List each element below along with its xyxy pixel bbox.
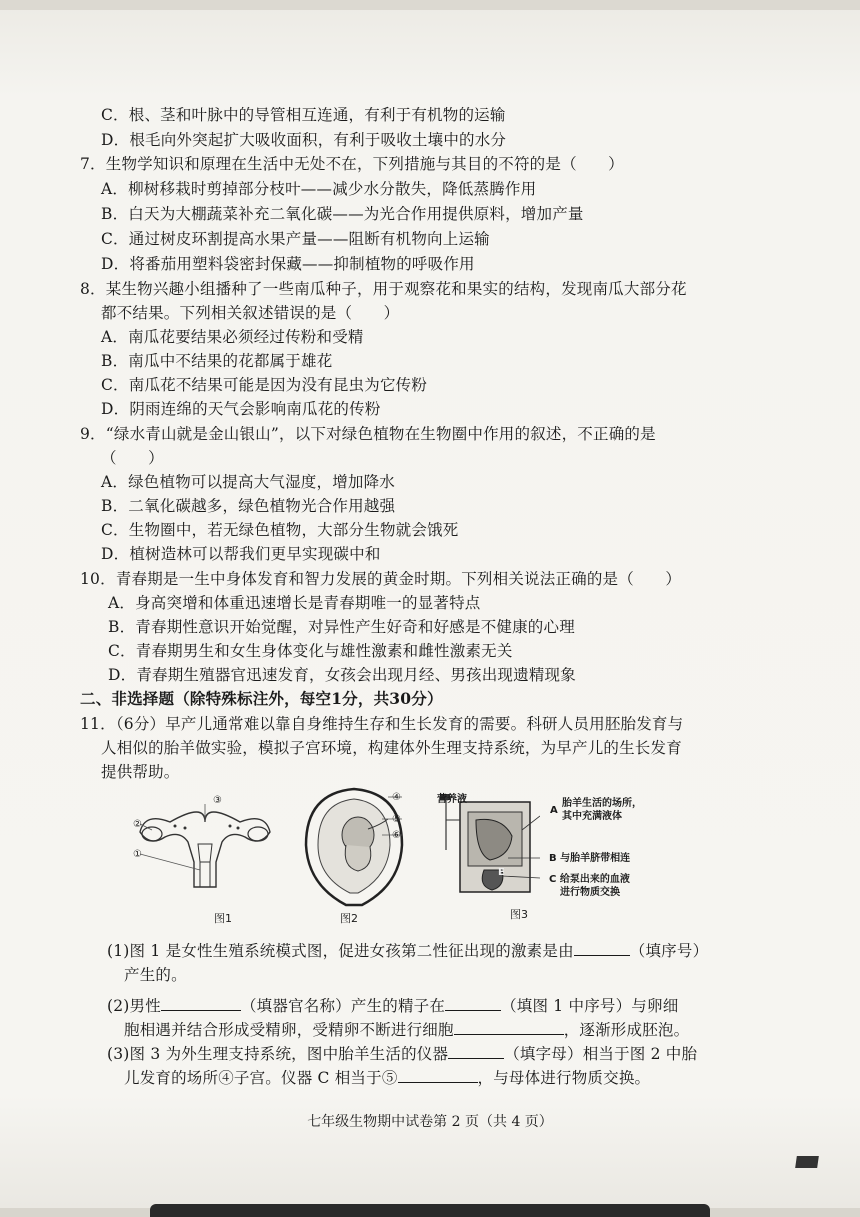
figure1-female-reproductive-diagram: [130, 792, 280, 897]
q11-stem-line3: 提供帮助。: [101, 763, 180, 781]
fig2-marker-5: ⑤: [392, 814, 401, 825]
q11-stem-line2: 人相似的胎羊做实验，模拟子宫环境，构建体外生理支持系统，为早产儿的生长发育: [101, 739, 682, 757]
q11-sub1-line1: [107, 940, 708, 962]
q7-option-b: B．白天为大棚蔬菜补充二氧化碳——为光合作用提供原料，增加产量: [101, 205, 584, 223]
fig1-marker-3: ③: [213, 795, 222, 806]
q9-option-d: D．植树造林可以帮我们更早实现碳中和: [101, 545, 381, 563]
q11-sub3-line1: [107, 1043, 697, 1065]
q7-stem: 7．生物学知识和原理在生活中无处不在，下列措施与其目的不符的是（ ）: [80, 155, 624, 173]
q10-option-c: C．青春期男生和女生身体变化与雄性激素和雌性激素无关: [108, 642, 513, 660]
q9-option-b: B．二氧化碳越多，绿色植物光合作用越强: [101, 497, 396, 515]
fig1-caption: 图1: [214, 912, 232, 925]
q10-option-b: B．青春期性意识开始觉醒，对异性产生好奇和好感是不健康的心理: [108, 618, 575, 636]
q9-stem-line2: （ ）: [101, 449, 164, 467]
q8-option-c: C．南瓜花不结果可能是因为没有昆虫为它传粉: [101, 376, 428, 394]
q11-sub2-line1: [107, 995, 678, 1017]
fig3-letter-e: E: [498, 867, 505, 878]
scan-top-edge: [0, 0, 860, 10]
q11-sub2-line2: [124, 1019, 689, 1041]
q8-stem-line2: 都不结果。下列相关叙述错误的是（ ）: [101, 304, 400, 322]
q8-stem-line1: 8．某生物兴趣小组播种了一些南瓜种子，用于观察花和果实的结构，发现南瓜大部分花: [80, 280, 687, 298]
scan-bottom-shadow: [150, 1204, 710, 1217]
fig2-marker-4: ④: [392, 792, 401, 803]
q10-stem: 10．青春期是一生中身体发育和智力发展的黄金时期。下列相关说法正确的是（ ）: [80, 570, 682, 588]
q11-sub3-text-post: （填字母）相当于图 2 中胎: [504, 1045, 698, 1063]
fig3-nutrient-label: 营养液: [437, 794, 467, 805]
q6-option-d: D．根毛向外突起扩大吸收面积，有利于吸收土壤中的水分: [101, 131, 507, 149]
fig3-caption: 图3: [510, 908, 528, 921]
fig3-label-c-line2: 进行物质交换: [560, 887, 620, 898]
scan-corner-mark: [795, 1156, 819, 1168]
q11-sub3-line2-pre: 儿发育的场所④子宫。仪器 C 相当于⑤: [124, 1069, 398, 1087]
q11-sub1-blank[interactable]: [574, 941, 630, 956]
q11-sub1-line2: 产生的。: [124, 966, 187, 984]
fig1-marker-2: ②: [133, 819, 142, 830]
q10-option-a: A．身高突增和体重迅速增长是青春期唯一的显著特点: [108, 594, 481, 612]
q8-option-a: A．南瓜花要结果必须经过传粉和受精: [101, 328, 364, 346]
q11-sub2-blank-organ[interactable]: [161, 996, 241, 1011]
q11-sub1-text-pre: (1)图 1 是女性生殖系统模式图，促进女孩第二性征出现的激素是由: [107, 942, 574, 960]
fig1-marker-1: ①: [133, 849, 142, 860]
q11-sub2-line2-post: ，逐渐形成胚泡。: [563, 1021, 690, 1039]
q11-sub3-line2-post: ，与母体进行物质交换。: [477, 1069, 651, 1087]
q7-option-c: C．通过树皮环割提高水果产量——阻断有机物向上运输: [101, 230, 490, 248]
page-footer: 七年级生物期中试卷第 2 页（共 4 页）: [307, 1114, 553, 1130]
fig3-label-a-line1: 胎羊生活的场所，: [562, 798, 642, 809]
q11-sub3-blank-structure[interactable]: [398, 1068, 478, 1083]
q6-option-c: C．根、茎和叶脉中的导管相互连通，有利于有机物的运输: [101, 106, 506, 124]
fig3-label-a-line2: 其中充满液体: [562, 811, 622, 822]
q8-option-d: D．阴雨连绵的天气会影响南瓜花的传粉: [101, 400, 381, 418]
fig3-label-c-line1: C 给泵出来的血液: [549, 874, 630, 885]
fig3-label-b: B 与胎羊脐带相连: [549, 853, 631, 864]
q11-stem-line1: 11．（6分）早产儿通常难以靠自身维持生存和生长发育的需要。科研人员用胚胎发育与: [80, 715, 684, 733]
q11-sub2-line2-pre: 胞相遇并结合形成受精卵，受精卵不断进行细胞: [124, 1021, 454, 1039]
q7-option-a: A．柳树移栽时剪掉部分枝叶——减少水分散失，降低蒸腾作用: [101, 180, 537, 198]
q10-option-d: D．青春期生殖器官迅速发育，女孩会出现月经、男孩出现遗精现象: [108, 666, 576, 684]
q11-sub2-blank-division[interactable]: [454, 1020, 564, 1035]
q11-sub3-text-pre: (3)图 3 为外生理支持系统，图中胎羊生活的仪器: [107, 1045, 449, 1063]
q11-sub3-line2: [124, 1067, 650, 1089]
q11-sub2-text-mid: （填器官名称）产生的精子在: [240, 997, 446, 1015]
fig2-marker-6: ⑥: [392, 830, 401, 841]
figure3-support-system-diagram: [440, 790, 540, 902]
q9-stem-line1: 9．“绿水青山就是金山银山”，以下对绿色植物在生物圈中作用的叙述，不正确的是: [80, 425, 656, 443]
q11-sub3-blank-letter[interactable]: [448, 1044, 504, 1059]
q11-sub2-text-post: （填图 1 中序号）与卵细: [501, 997, 679, 1015]
fig3-letter-a: A: [550, 805, 558, 816]
q7-option-d: D．将番茄用塑料袋密封保藏——抑制植物的呼吸作用: [101, 255, 475, 273]
fig2-caption: 图2: [340, 912, 358, 925]
q9-option-c: C．生物圈中，若无绿色植物，大部分生物就会饿死: [101, 521, 459, 539]
q11-sub2-text-pre: (2)男性: [107, 997, 161, 1015]
q11-sub2-blank-location[interactable]: [445, 996, 501, 1011]
section2-title: 二、非选择题（除特殊标注外，每空1分，共30分）: [80, 689, 443, 708]
q8-option-b: B．南瓜中不结果的花都属于雄花: [101, 352, 333, 370]
q11-sub1-text-post: （填序号）: [629, 942, 709, 960]
q9-option-a: A．绿色植物可以提高大气湿度，增加降水: [101, 473, 395, 491]
